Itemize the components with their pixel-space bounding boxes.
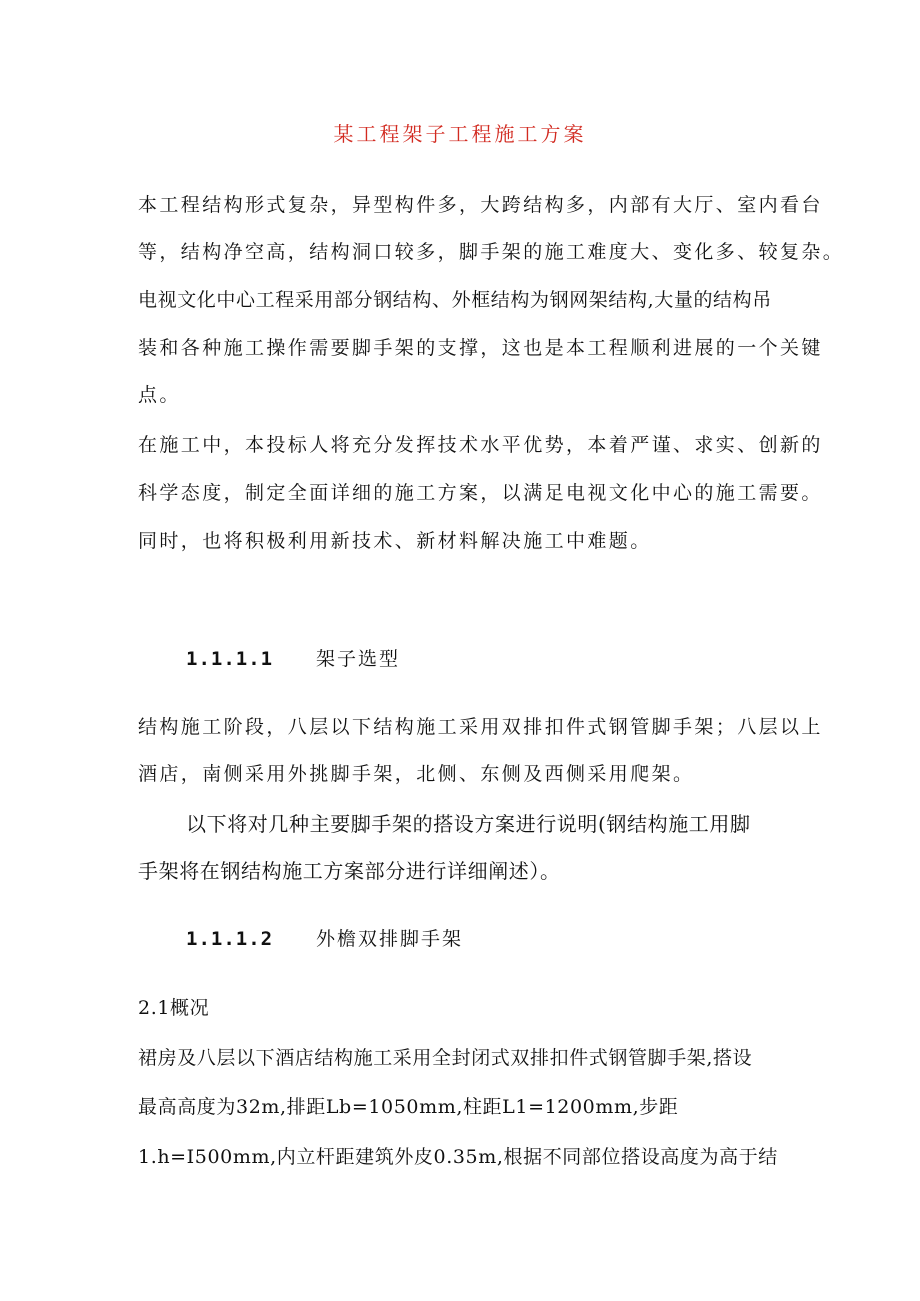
section-number: 1.1.1.2 — [186, 928, 274, 950]
subheading-overview: 2.1概况 — [138, 997, 210, 1019]
section1-note-line-1: 以下将对几种主要脚手架的搭设方案进行说明(钢结构施工用脚 — [186, 812, 751, 836]
section2-line-1: 裙房及八层以下酒店结构施工采用全封闭式双排扣件式钢管脚手架,搭设 — [138, 1047, 753, 1069]
section1-line-2: 酒店，南侧采用外挑脚手架，北侧、东侧及西侧采用爬架。 — [138, 763, 695, 785]
section1-line-1: 结构施工阶段，八层以下结构施工采用双排扣件式钢管脚手架；八层以上 — [138, 716, 823, 738]
intro-line-8: 同时，也将积极利用新技术、新材料解决施工中难题。 — [138, 530, 652, 552]
intro-line-5: 点。 — [138, 384, 181, 406]
section2-line-2: 最高高度为32m,排距Lb=1050mm,柱距L1=1200mm,步距 — [138, 1096, 679, 1118]
intro-line-7: 科学态度，制定全面详细的施工方案，以满足电视文化中心的施工需要。 — [138, 482, 823, 504]
intro-line-4: 装和各种施工操作需要脚手架的支撑，这也是本工程顺利进展的一个关键 — [138, 337, 823, 359]
section-heading-1 — [186, 644, 400, 671]
intro-line-2: 等，结构净空高，结构洞口较多，脚手架的施工难度大、变化多、较复杂。 — [138, 241, 845, 263]
section-number: 1.1.1.1 — [186, 648, 274, 670]
section2-line-3: 1.h=I500mm,内立杆距建筑外皮0.35m,根据不同部位搭设高度为高于结 — [138, 1146, 778, 1168]
section-heading-2 — [186, 924, 463, 951]
intro-line-1: 本工程结构形式复杂，异型构件多，大跨结构多，内部有大厅、室内看台 — [138, 194, 823, 216]
section-title: 架子选型 — [316, 648, 401, 670]
section-title: 外檐双排脚手架 — [316, 928, 464, 950]
document-title: 某工程架子工程施工方案 — [333, 122, 587, 146]
intro-line-6: 在施工中，本投标人将充分发挥技术水平优势，本着严谨、求实、创新的 — [138, 434, 823, 456]
intro-line-3: 电视文化中心工程采用部分钢结构、外框结构为钢网架结构,大量的结构吊 — [138, 289, 772, 311]
section1-note-line-2: 手架将在钢结构施工方案部分进行详细阐述）。 — [138, 859, 561, 883]
